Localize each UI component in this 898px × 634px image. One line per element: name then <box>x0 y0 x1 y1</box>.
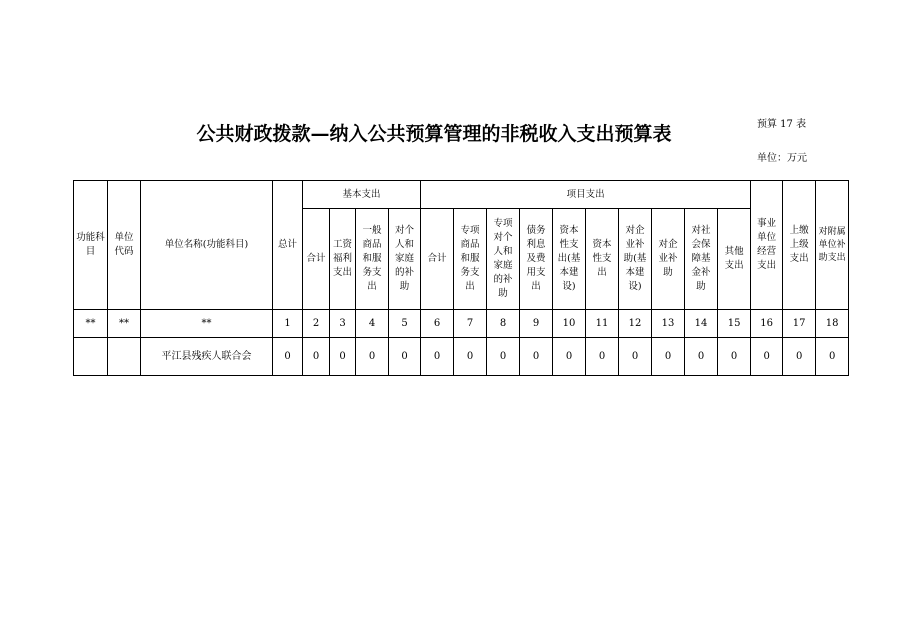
data-cell: 0 <box>303 338 330 376</box>
header-business: 事业单位经营支出 <box>751 181 783 310</box>
data-cell: 0 <box>751 338 783 376</box>
header-basic-personal: 对个人和家庭的补助 <box>389 209 421 310</box>
data-cell: 0 <box>487 338 520 376</box>
header-upper: 上缴上级支出 <box>783 181 816 310</box>
header-proj-other: 其他支出 <box>718 209 751 310</box>
index-cell: 10 <box>553 310 586 338</box>
header-proj-capital: 资本性支出 <box>586 209 619 310</box>
index-cell: 11 <box>586 310 619 338</box>
form-number: 预算 17 表 <box>757 119 807 130</box>
data-cell: 0 <box>454 338 487 376</box>
index-cell: 13 <box>652 310 685 338</box>
header-basic-total: 合计 <box>303 209 330 310</box>
data-cell: 0 <box>520 338 553 376</box>
data-cell: 0 <box>685 338 718 376</box>
header-basic-group: 基本支出 <box>303 181 421 209</box>
index-cell: 6 <box>421 310 454 338</box>
data-cell: 0 <box>783 338 816 376</box>
budget-table <box>73 180 849 376</box>
index-row <box>74 310 849 338</box>
data-cell: 0 <box>330 338 356 376</box>
header-proj-debt: 债务利息及费用支出 <box>520 209 553 310</box>
index-cell: 16 <box>751 310 783 338</box>
index-cell: 2 <box>303 310 330 338</box>
index-cell: 4 <box>356 310 389 338</box>
header-basic-goods: 一般商品和服务支出 <box>356 209 389 310</box>
data-cell-unit-name: 平江县残疾人联合会 <box>141 338 273 376</box>
data-cell: 0 <box>652 338 685 376</box>
index-cell: ** <box>74 310 108 338</box>
header-unit-name: 单位名称(功能科目) <box>141 181 273 310</box>
page-title: 公共财政拨款—纳入公共预算管理的非税收入支出预算表 <box>196 123 672 145</box>
header-row-1 <box>74 181 849 209</box>
index-cell: 5 <box>389 310 421 338</box>
header-proj-enterprise: 对企业补助 <box>652 209 685 310</box>
header-proj-enterprise-build: 对企业补助(基本建设) <box>619 209 652 310</box>
index-cell: 15 <box>718 310 751 338</box>
data-cell: 0 <box>273 338 303 376</box>
header-proj-social: 对社会保障基金补助 <box>685 209 718 310</box>
index-cell: 14 <box>685 310 718 338</box>
header-total: 总计 <box>273 181 303 310</box>
data-cell: 0 <box>619 338 652 376</box>
data-cell: 0 <box>421 338 454 376</box>
index-cell: 7 <box>454 310 487 338</box>
header-proj-personal: 专项对个人和家庭的补助 <box>487 209 520 310</box>
index-cell: 9 <box>520 310 553 338</box>
header-unit-code: 单位代码 <box>108 181 141 310</box>
header-proj-goods: 专项商品和服务支出 <box>454 209 487 310</box>
data-cell: 0 <box>586 338 619 376</box>
header-proj-capital-build: 资本性支出(基本建设) <box>553 209 586 310</box>
data-cell: 0 <box>718 338 751 376</box>
header-affiliated: 对附属单位补助支出 <box>816 181 849 310</box>
data-cell <box>74 338 108 376</box>
table-row <box>74 338 849 376</box>
index-cell: ** <box>108 310 141 338</box>
index-cell: ** <box>141 310 273 338</box>
header-func-subject: 功能科目 <box>74 181 108 310</box>
data-cell: 0 <box>816 338 849 376</box>
index-cell: 8 <box>487 310 520 338</box>
index-cell: 18 <box>816 310 849 338</box>
index-cell: 3 <box>330 310 356 338</box>
index-cell: 17 <box>783 310 816 338</box>
data-cell: 0 <box>356 338 389 376</box>
unit-label: 单位：万元 <box>757 153 807 164</box>
header-project-group: 项目支出 <box>421 181 751 209</box>
data-cell <box>108 338 141 376</box>
data-cell: 0 <box>553 338 586 376</box>
data-cell: 0 <box>389 338 421 376</box>
index-cell: 1 <box>273 310 303 338</box>
header-basic-wage: 工资福利支出 <box>330 209 356 310</box>
index-cell: 12 <box>619 310 652 338</box>
header-proj-total: 合计 <box>421 209 454 310</box>
